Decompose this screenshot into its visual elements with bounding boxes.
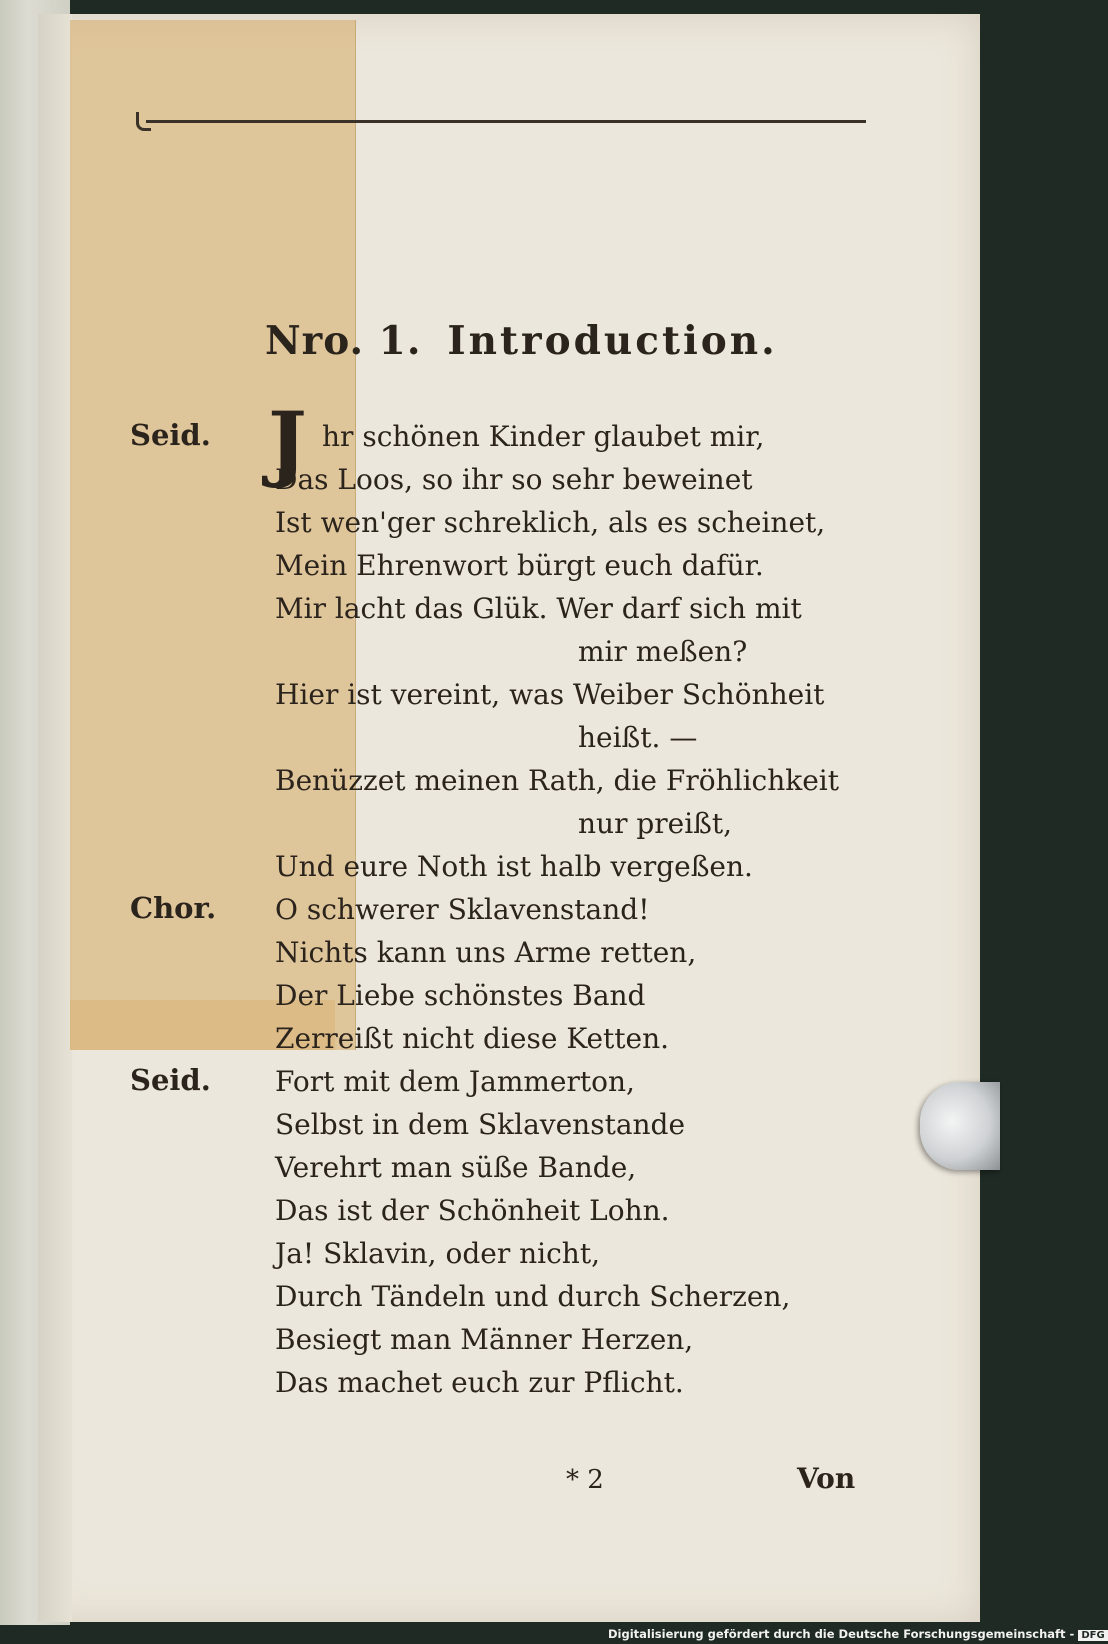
header-rule <box>146 120 866 123</box>
dfg-logo: DFG <box>1078 1630 1107 1641</box>
verse-line: Mein Ehrenwort bürgt euch dafür. <box>275 549 764 582</box>
verse-line: Ja! Sklavin, oder nicht, <box>275 1237 600 1270</box>
verse-line: Das Loos, so ihr so sehr beweinet <box>275 463 753 496</box>
verse-line: Und eure Noth ist halb vergeßen. <box>275 850 753 883</box>
speaker-label: Chor. <box>130 891 217 925</box>
credit-text: Digitalisierung gefördert durch die Deutsche Forschungsgemeinschaft - <box>608 1627 1075 1641</box>
verse-line: Selbst in dem Sklavenstande <box>275 1108 686 1141</box>
verse-line: Das ist der Schönheit Lohn. <box>275 1194 670 1227</box>
verse-line: Hier ist vereint, was Weiber Schönheit <box>275 678 825 711</box>
verse-line: Nichts kann uns Arme retten, <box>275 936 697 969</box>
verse-line-continuation: nur preißt, <box>578 807 733 840</box>
signature-mark: * 2 <box>566 1465 604 1495</box>
catchword: Von <box>797 1462 856 1495</box>
speaker-label: Seid. <box>130 1063 211 1097</box>
verse-line: hr schönen Kinder glaubet mir, <box>322 420 765 453</box>
section-title: Introduction. <box>447 318 778 364</box>
verse-line: Besiegt man Männer Herzen, <box>275 1323 694 1356</box>
verse-line: Fort mit dem Jammerton, <box>275 1065 635 1098</box>
verse-line: O schwerer Sklavenstand! <box>275 893 650 926</box>
verse-line: Benüzzet meinen Rath, die Fröhlichkeit <box>275 764 839 797</box>
verse-line: Das machet euch zur Pflicht. <box>275 1366 684 1399</box>
section-number: Nro. 1. <box>265 318 422 364</box>
verse-line-continuation: heißt. — <box>578 721 698 754</box>
section-heading <box>265 318 778 364</box>
speaker-label: Seid. <box>130 418 211 452</box>
digitization-credit <box>608 1627 1108 1641</box>
verse-line: Mir lacht das Glük. Wer darf sich mit <box>275 592 802 625</box>
binder-clip <box>920 1082 1000 1170</box>
verse-line: Der Liebe schönstes Band <box>275 979 646 1012</box>
verse-line: Durch Tändeln und durch Scherzen, <box>275 1280 791 1313</box>
verse-line: Verehrt man süße Bande, <box>275 1151 637 1184</box>
page-gutter <box>38 14 72 1622</box>
verse-line: Zerreißt nicht diese Ketten. <box>275 1022 670 1055</box>
verse-line-continuation: mir meßen? <box>578 635 748 668</box>
verse-line: Ist wen'ger schreklich, als es scheinet, <box>275 506 826 539</box>
drop-cap: J <box>268 395 307 491</box>
